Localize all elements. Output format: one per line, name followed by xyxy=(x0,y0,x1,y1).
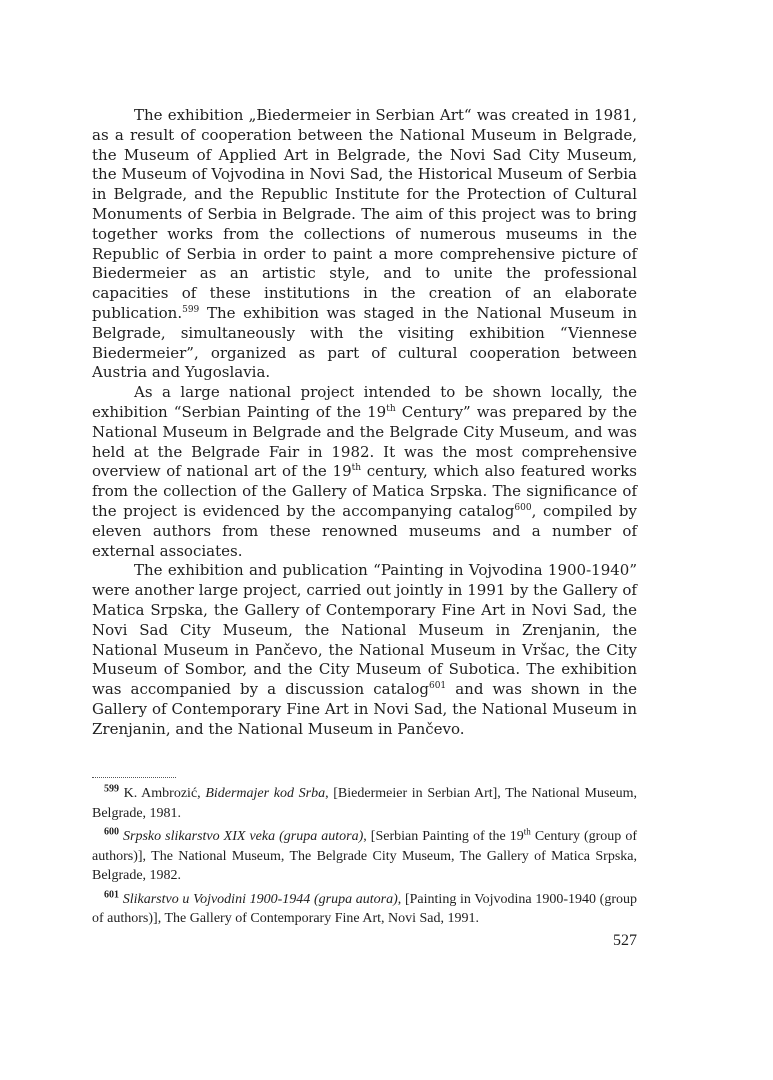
italic-title: Srpsko slikarstvo XIX veka (grupa autora) xyxy=(123,829,364,844)
footnotes xyxy=(92,784,637,933)
superscript: 599 xyxy=(182,304,200,315)
text-run: , [Biedermeier in Serbian Art], The National Museum, Belgrade, 1981. xyxy=(92,786,638,821)
text-run: , [Painting in Vojvodina 1900-1940 (group of authors)], The Gallery of Contemporary Fine Art, Novi Sad, 1991. xyxy=(92,891,637,926)
text-run: and was shown in the Gallery of Contemporary Fine Art in Novi Sad, the National Museum in Zrenjanin, and the National Museum in Pančevo. xyxy=(92,680,637,738)
superscript: th xyxy=(523,826,531,837)
footnote-number: 600 xyxy=(104,826,119,838)
italic-title: Slikarstvo u Vojvodini 1900-1944 (grupa autora) xyxy=(122,891,398,907)
italic-title: Bidermajer kod Srba xyxy=(205,786,326,801)
text-run: century, which also featured works from the collection of the Gallery of Matica Srpska. The significance of the project is evidenced by the accompanying catalog xyxy=(92,462,637,520)
superscript: th xyxy=(351,463,362,474)
paragraph-1 xyxy=(92,106,637,383)
text-run: The exhibition was staged in the National Museum in Belgrade, simultaneously with the visiting exhibition “Viennese Biedermeier”, organized as part of cultural cooperation between Austria and Yugoslavia. xyxy=(92,303,637,382)
superscript: 600 xyxy=(514,502,532,513)
text-run: Century” was prepared by the National Museum in Belgrade and the Belgrade City Museum, and was held at the Belgrade Fair in 1982. It was the most comprehensive overview of national art of the 19 xyxy=(92,402,637,481)
footnote-number: 599 xyxy=(104,783,119,795)
text-run: , compiled by eleven authors from these renowned museums and a number of external associates. xyxy=(92,501,637,560)
footnote-600 xyxy=(92,827,637,886)
footnote-separator xyxy=(92,777,176,778)
text-run: , [Serbian Painting of the 19 xyxy=(363,829,524,844)
text-run: K. Ambrozić, xyxy=(123,786,206,801)
paragraph-2 xyxy=(92,383,637,561)
footnote-599 xyxy=(92,784,637,823)
text-run: The exhibition and publication “Painting in Vojvodina 1900-1940” were another large project, carried out jointly in 1991 by the Gallery of Matica Srpska, the Gallery of Contemporary Fine Art in Novi Sad, the Novi Sad City Museum, the National Museum in Zrenjanin, the National Museum in Pančevo, the National Museum in Vršac, the City Museum of Sombor, and the City Museum of Subotica. The exhibition was accompanied by a discussion catalog xyxy=(92,561,637,699)
superscript: th xyxy=(386,403,396,414)
footnote-number: 601 xyxy=(104,888,119,900)
body-text xyxy=(92,106,637,740)
page-number: 527 xyxy=(613,932,637,949)
superscript: 601 xyxy=(428,681,447,692)
footnote-601 xyxy=(92,890,637,929)
text-run: The exhibition „Biedermeier in Serbian Art“ was created in 1981, as a result of cooperation between the National Museum in Belgrade, the Museum of Applied Art in Belgrade, the Novi Sad City Museum, the Museum of Vojvodina in Novi Sad, the Historical Museum of Serbia in Belgrade, and the Republic Institute for the Protection of Cultural Monuments of Serbia in Belgrade. The aim of this project was to bring together works from the collections of numerous museums in the Republic of Serbia in order to paint a more comprehensive picture of Biedermeier as an artistic style, and to unite the professional capacities of these institutions in the creation of an elaborate publication. xyxy=(92,106,637,322)
text-run: Century (group of authors)], The National Museum, The Belgrade City Museum, The Gallery of Matica Srpska, Belgrade, 1982. xyxy=(92,829,637,883)
paragraph-3 xyxy=(92,561,637,739)
text-run: As a large national project intended to be shown locally, the exhibition “Serbian Painting of the 19 xyxy=(92,383,637,421)
